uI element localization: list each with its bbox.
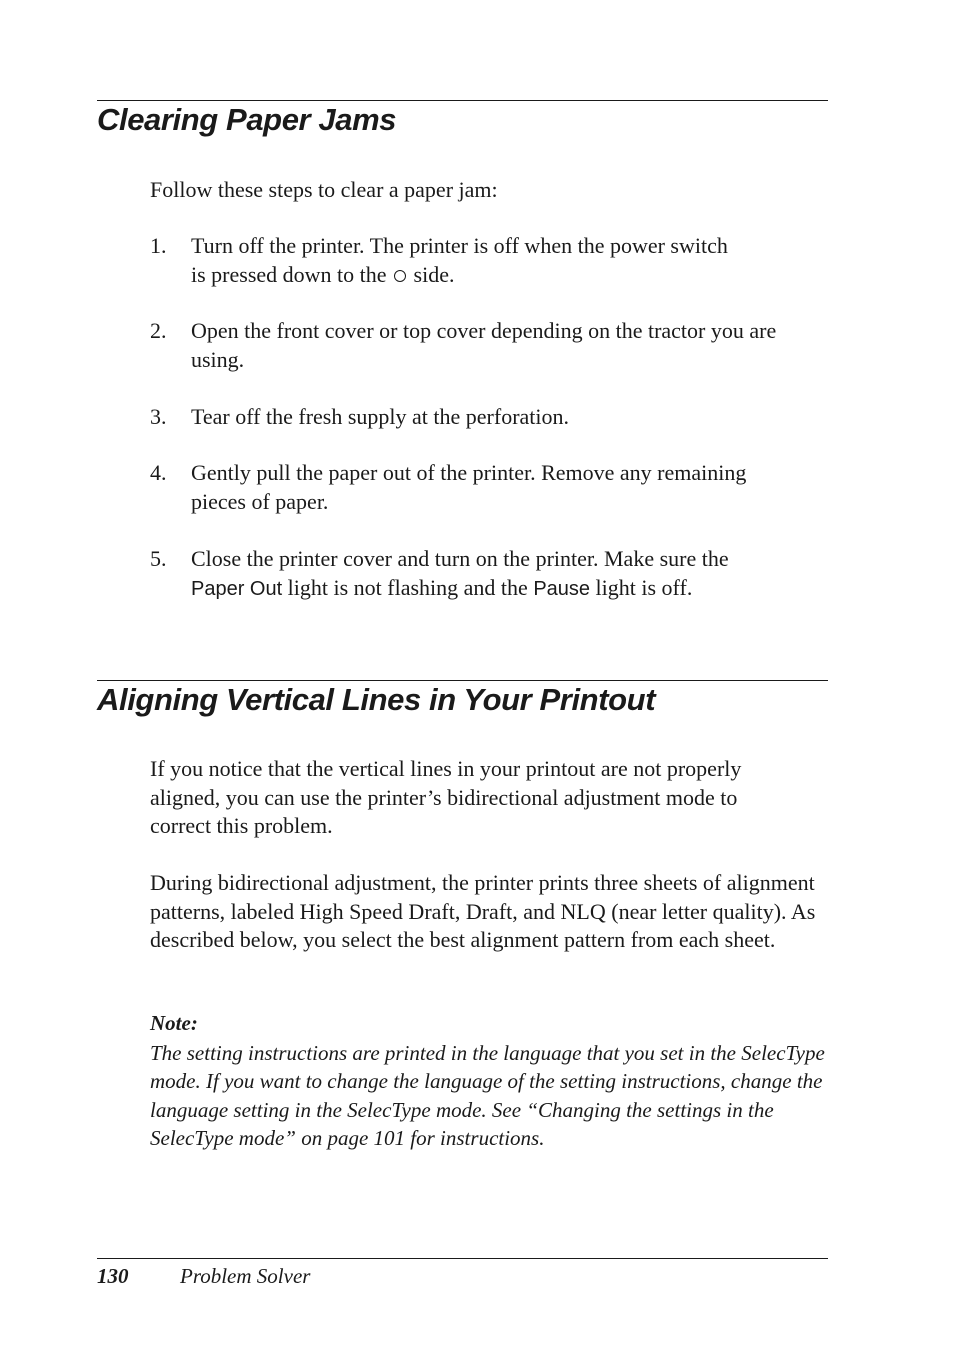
heading-clearing-paper-jams: Clearing Paper Jams — [97, 102, 397, 137]
step-5-text-end: light is off. — [595, 574, 693, 600]
step-text: Tear off the fresh supply at the perforation. — [191, 404, 570, 429]
alignment-intro-paragraph: If you notice that the vertical lines in your printout are not properly aligned, you can use the printer’s bidirectional adjustment mode to correct this problem. — [150, 756, 742, 838]
footer-section-title: Problem Solver — [180, 1264, 311, 1288]
note-text: The setting instructions are printed in the language that you set in the SelecType mode. If you want to change the language of the setting instructions, change the language setting in the SelecType mode. See “Changing the settings in the SelecType mode” on page 101 for instructions. — [150, 1041, 825, 1151]
step-5-text-middle: light is not flashing and the — [287, 574, 528, 600]
page-number: 130 — [97, 1264, 129, 1288]
footer-rule — [97, 1258, 828, 1259]
pause-light-label: Pause — [533, 577, 591, 600]
note-label: Note: — [150, 1011, 198, 1035]
step-text: Gently pull the paper out of the printer. Remove any remaining pieces of paper. — [191, 460, 747, 514]
step-number: 5. — [150, 546, 167, 571]
section-rule-top — [97, 680, 828, 681]
intro-paragraph: Follow these steps to clear a paper jam: — [150, 177, 498, 202]
step-5-text-start: Close the printer cover and turn on the printer. Make sure the — [191, 546, 729, 571]
section-rule-top — [97, 100, 828, 101]
step-number: 4. — [150, 460, 167, 485]
paper-out-light-label: Paper Out — [191, 577, 283, 600]
heading-aligning-vertical-lines: Aligning Vertical Lines in Your Printout — [97, 682, 656, 717]
step-1-line1: Turn off the printer. The printer is off when the power switch — [191, 233, 728, 258]
step-number: 2. — [150, 318, 167, 343]
step-number: 3. — [150, 404, 167, 429]
bidirectional-adjustment-paragraph: During bidirectional adjustment, the printer prints three sheets of alignment patterns, labeled High Speed Draft, Draft, and NLQ (near letter quality). As described below, you select the best alignment pattern from each sheet. — [150, 870, 816, 952]
step-1-line2-end: side. — [413, 261, 455, 287]
step-number: 1. — [150, 233, 167, 258]
step-text — [191, 545, 831, 603]
power-off-circle-icon — [394, 270, 406, 282]
step-1-line2: is pressed down to the — [191, 261, 387, 287]
step-text: Open the front cover or top cover depending on the tractor you are using. — [191, 318, 777, 372]
step-text — [191, 232, 831, 289]
